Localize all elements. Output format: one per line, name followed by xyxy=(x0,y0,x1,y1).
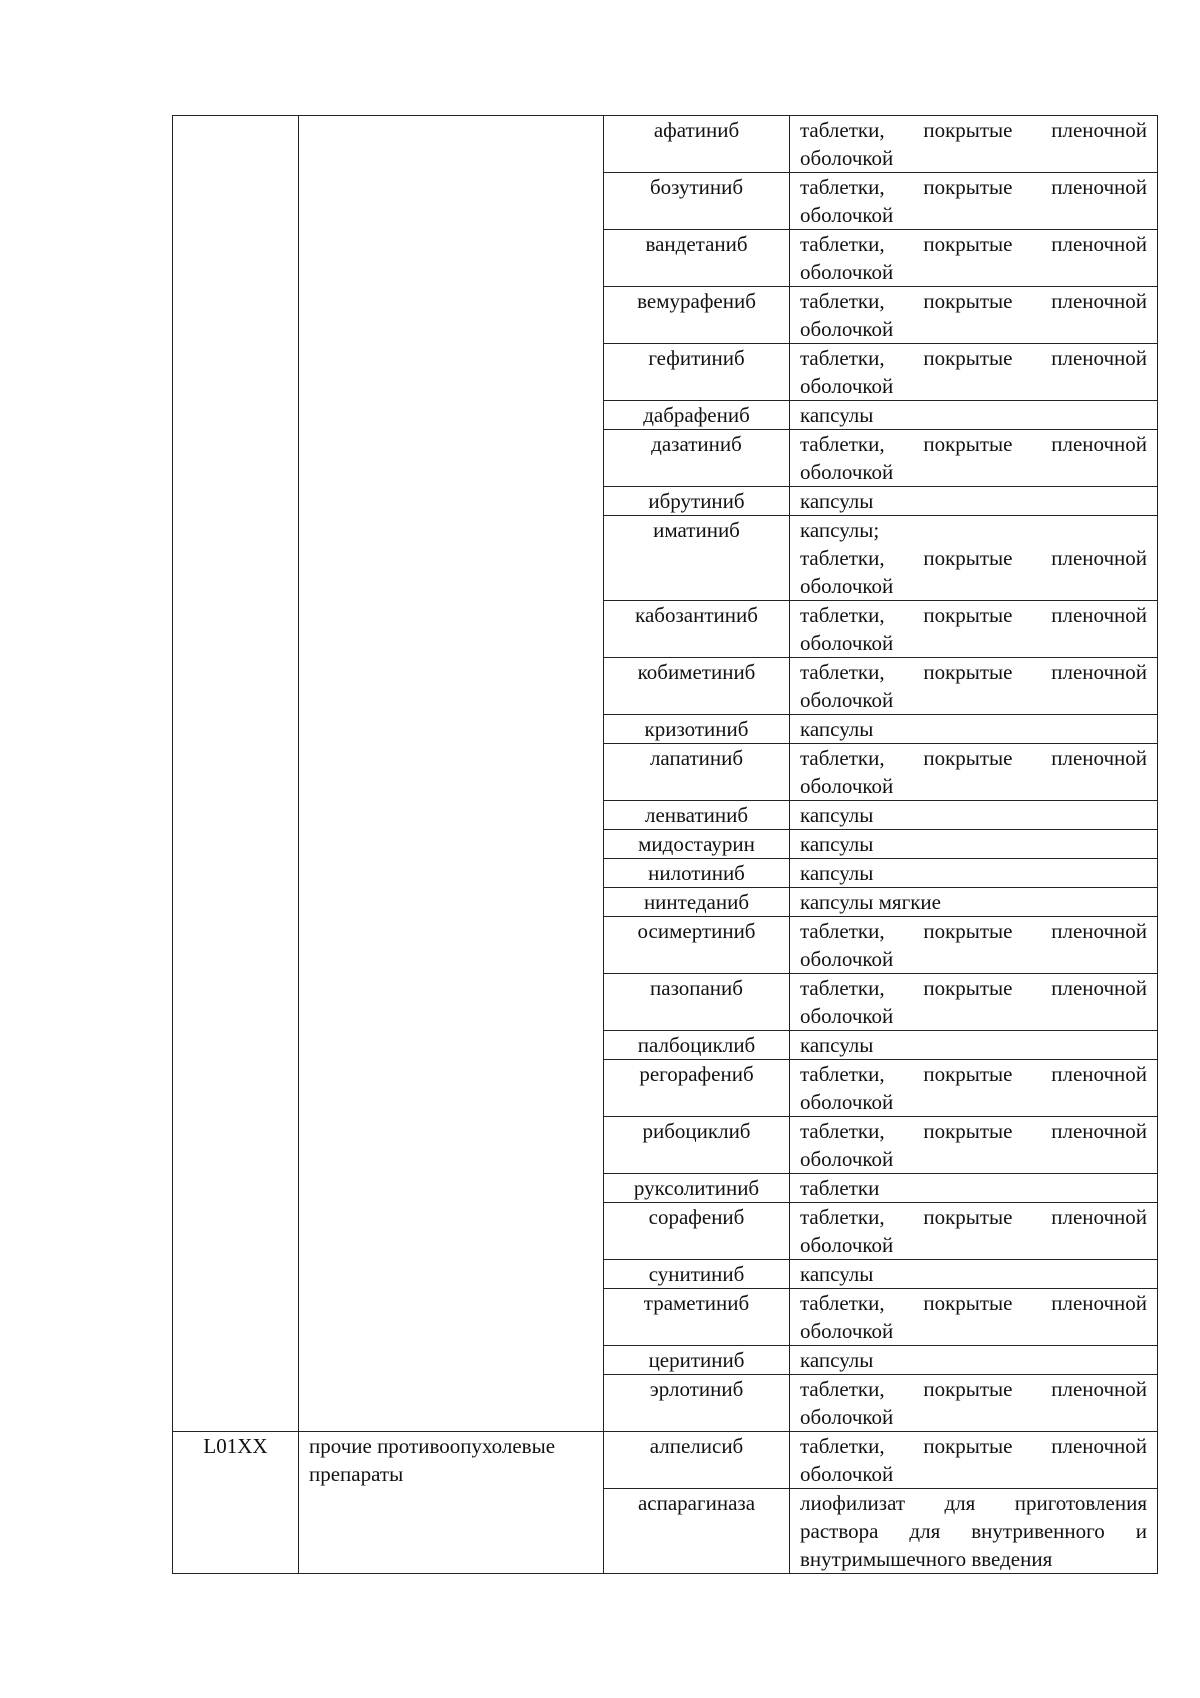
dosage-form-line: оболочкой xyxy=(800,1319,894,1343)
dosage-form-line: оболочкой xyxy=(800,1462,894,1486)
dosage-form-line: оболочкой xyxy=(800,374,894,398)
dosage-form-line: капсулы xyxy=(800,832,874,856)
dosage-form-line: оболочкой xyxy=(800,688,894,712)
dosage-form-line: оболочкой xyxy=(800,1090,894,1114)
dosage-form-cell xyxy=(790,1031,1158,1060)
dosage-form-cell xyxy=(790,430,1158,487)
drug-name-cell: кобиметиниб xyxy=(604,658,790,715)
dosage-form-line: таблетки, покрытые пленочной xyxy=(800,919,1147,943)
drug-name-cell: вемурафениб xyxy=(604,287,790,344)
pharmacological-group-cell: прочие противоопухолевые препараты xyxy=(299,1432,604,1574)
drug-name-cell: сунитиниб xyxy=(604,1260,790,1289)
dosage-form-line: оболочкой xyxy=(800,774,894,798)
dosage-form-cell xyxy=(790,1060,1158,1117)
dosage-form-line: лиофилизат для приготовления xyxy=(800,1491,1147,1515)
dosage-form-cell xyxy=(790,1117,1158,1174)
dosage-form-line: таблетки, покрытые пленочной xyxy=(800,232,1147,256)
dosage-form-line: оболочкой xyxy=(800,1233,894,1257)
dosage-form-cell xyxy=(790,888,1158,917)
table-row xyxy=(173,1432,1158,1489)
dosage-form-cell xyxy=(790,859,1158,888)
drug-name-cell: гефитиниб xyxy=(604,344,790,401)
dosage-form-cell xyxy=(790,401,1158,430)
drug-name-cell: ибрутиниб xyxy=(604,487,790,516)
dosage-form-cell xyxy=(790,116,1158,173)
dosage-form-cell xyxy=(790,487,1158,516)
dosage-form-line: капсулы xyxy=(800,1348,874,1372)
dosage-form-cell xyxy=(790,230,1158,287)
dosage-form-line: таблетки, покрытые пленочной xyxy=(800,346,1147,370)
drug-name-cell: церитиниб xyxy=(604,1346,790,1375)
dosage-form-line: таблетки xyxy=(800,1176,880,1200)
dosage-form-line: раствора для внутривенного и xyxy=(800,1519,1147,1543)
dosage-form-cell xyxy=(790,601,1158,658)
dosage-form-line: капсулы xyxy=(800,803,874,827)
drug-name-cell: бозутиниб xyxy=(604,173,790,230)
dosage-form-line: таблетки, покрытые пленочной xyxy=(800,432,1147,456)
dosage-form-line: внутримышечного введения xyxy=(800,1547,1053,1571)
drug-name-cell: осимертиниб xyxy=(604,917,790,974)
drug-name-cell: эрлотиниб xyxy=(604,1375,790,1432)
dosage-form-cell xyxy=(790,173,1158,230)
dosage-form-line: капсулы xyxy=(800,717,874,741)
dosage-form-line: капсулы xyxy=(800,1262,874,1286)
dosage-form-line: капсулы xyxy=(800,1033,874,1057)
drug-name-cell: нинтеданиб xyxy=(604,888,790,917)
dosage-form-line: таблетки, покрытые пленочной xyxy=(800,1205,1147,1229)
table-row xyxy=(173,116,1158,173)
drug-name-cell: сорафениб xyxy=(604,1203,790,1260)
drug-name-cell: дабрафениб xyxy=(604,401,790,430)
dosage-form-cell xyxy=(790,1346,1158,1375)
dosage-form-cell xyxy=(790,1289,1158,1346)
dosage-form-line: таблетки, покрытые пленочной xyxy=(800,289,1147,313)
dosage-form-cell xyxy=(790,516,1158,601)
drug-name-cell: палбоциклиб xyxy=(604,1031,790,1060)
drug-name-cell: регорафениб xyxy=(604,1060,790,1117)
dosage-form-line: таблетки, покрытые пленочной xyxy=(800,603,1147,627)
dosage-form-line: таблетки, покрытые пленочной xyxy=(800,546,1147,570)
drug-name-cell: афатиниб xyxy=(604,116,790,173)
dosage-form-cell xyxy=(790,1174,1158,1203)
drug-name-cell: вандетаниб xyxy=(604,230,790,287)
drug-name-cell: лапатиниб xyxy=(604,744,790,801)
dosage-form-line: таблетки, покрытые пленочной xyxy=(800,175,1147,199)
dosage-form-line: оболочкой xyxy=(800,317,894,341)
dosage-form-line: таблетки, покрытые пленочной xyxy=(800,660,1147,684)
dosage-form-line: оболочкой xyxy=(800,1405,894,1429)
dosage-form-cell xyxy=(790,344,1158,401)
dosage-form-line: таблетки, покрытые пленочной xyxy=(800,1434,1147,1458)
dosage-form-line: таблетки, покрытые пленочной xyxy=(800,1062,1147,1086)
dosage-form-line: оболочкой xyxy=(800,1004,894,1028)
dosage-form-cell xyxy=(790,1489,1158,1574)
dosage-form-line: оболочкой xyxy=(800,947,894,971)
drug-name-cell: иматиниб xyxy=(604,516,790,601)
dosage-form-line: оболочкой xyxy=(800,146,894,170)
drug-name-cell: траметиниб xyxy=(604,1289,790,1346)
dosage-form-line: таблетки, покрытые пленочной xyxy=(800,1119,1147,1143)
drug-name-cell: кризотиниб xyxy=(604,715,790,744)
drug-table-body xyxy=(173,116,1158,1574)
dosage-form-line: таблетки, покрытые пленочной xyxy=(800,1291,1147,1315)
dosage-form-line: таблетки, покрытые пленочной xyxy=(800,746,1147,770)
pharmacological-group-cell xyxy=(299,116,604,1432)
dosage-form-cell xyxy=(790,830,1158,859)
dosage-form-line: таблетки, покрытые пленочной xyxy=(800,1377,1147,1401)
dosage-form-line: оболочкой xyxy=(800,203,894,227)
dosage-form-cell xyxy=(790,917,1158,974)
dosage-form-line: оболочкой xyxy=(800,631,894,655)
dosage-form-cell xyxy=(790,1203,1158,1260)
dosage-form-line: капсулы; xyxy=(800,518,880,542)
drug-name-cell: нилотиниб xyxy=(604,859,790,888)
dosage-form-cell xyxy=(790,1260,1158,1289)
dosage-form-line: таблетки, покрытые пленочной xyxy=(800,118,1147,142)
dosage-form-cell xyxy=(790,287,1158,344)
drug-table xyxy=(172,115,1158,1574)
atc-code-cell xyxy=(173,116,299,1432)
dosage-form-line: оболочкой xyxy=(800,460,894,484)
drug-name-cell: дазатиниб xyxy=(604,430,790,487)
dosage-form-cell xyxy=(790,658,1158,715)
dosage-form-line: капсулы xyxy=(800,861,874,885)
drug-name-cell: мидостаурин xyxy=(604,830,790,859)
drug-name-cell: алпелисиб xyxy=(604,1432,790,1489)
dosage-form-line: оболочкой xyxy=(800,574,894,598)
dosage-form-cell xyxy=(790,715,1158,744)
drug-name-cell: руксолитиниб xyxy=(604,1174,790,1203)
dosage-form-cell xyxy=(790,1375,1158,1432)
atc-code-cell: L01XX xyxy=(173,1432,299,1574)
dosage-form-line: таблетки, покрытые пленочной xyxy=(800,976,1147,1000)
dosage-form-line: оболочкой xyxy=(800,260,894,284)
dosage-form-line: капсулы мягкие xyxy=(800,890,941,914)
dosage-form-cell xyxy=(790,801,1158,830)
drug-name-cell: ленватиниб xyxy=(604,801,790,830)
drug-name-cell: рибоциклиб xyxy=(604,1117,790,1174)
dosage-form-cell xyxy=(790,974,1158,1031)
dosage-form-line: капсулы xyxy=(800,403,874,427)
dosage-form-cell xyxy=(790,1432,1158,1489)
dosage-form-line: капсулы xyxy=(800,489,874,513)
drug-name-cell: аспарагиназа xyxy=(604,1489,790,1574)
drug-name-cell: пазопаниб xyxy=(604,974,790,1031)
drug-name-cell: кабозантиниб xyxy=(604,601,790,658)
dosage-form-cell xyxy=(790,744,1158,801)
dosage-form-line: оболочкой xyxy=(800,1147,894,1171)
